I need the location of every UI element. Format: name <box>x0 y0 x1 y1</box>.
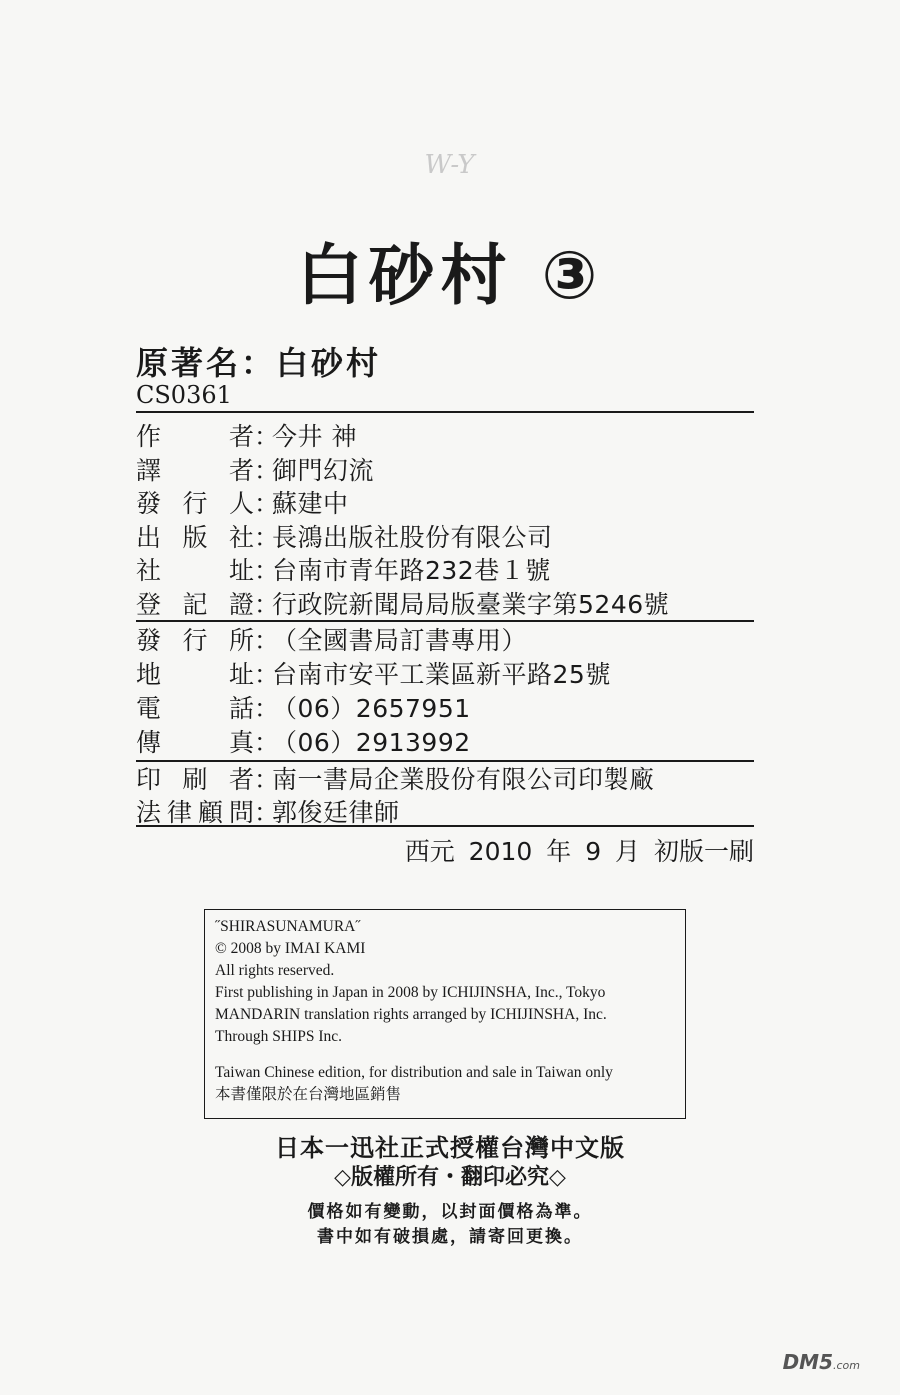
copyright-line: First publishing in Japan in 2008 by ICHIJINSHA, Inc., Tokyo <box>215 984 606 1001</box>
info-label <box>136 551 254 587</box>
info-value: 長鴻出版社股份有限公司 <box>272 522 553 552</box>
info-value: 郭俊廷律師 <box>272 798 400 827</box>
authorization-notice: 日本一迅社正式授權台灣中文版 <box>275 1134 625 1162</box>
label-char: 社 <box>136 556 162 585</box>
info-label <box>136 518 254 554</box>
copyright-line: 本書僅限於在台灣地區銷售 <box>215 1086 402 1103</box>
copyright-line: ˝SHIRASUNAMURA˝ <box>215 918 361 935</box>
info-value: 南一書局企業股份有限公司印製廠 <box>272 765 655 794</box>
info-row: 地 址 ： 台南市安平工業區新平路25號 <box>136 656 611 690</box>
copyright-line: Through SHIPS Inc. <box>215 1028 343 1045</box>
info-label <box>136 484 254 520</box>
info-value: 行政院新聞局局版臺業字第5246號 <box>272 589 670 619</box>
copyright-line: © 2008 by IMAI KAMI <box>215 940 366 957</box>
watermark-top: W-Y <box>424 150 476 180</box>
label-char: 發 <box>136 626 162 655</box>
label-char: 律 <box>166 798 192 827</box>
catalog-code: CS0361 <box>136 381 232 409</box>
label-char: 登 <box>136 589 162 619</box>
label-char: 顧 <box>197 798 223 827</box>
info-value: 蘇建中 <box>272 489 349 518</box>
label-char: 人 <box>228 489 254 518</box>
info-row: 發 行 所 ： （全國書局訂書專用） <box>136 622 527 656</box>
info-row: 電 話 ： （06）2657951 <box>136 690 471 724</box>
info-label <box>136 793 254 829</box>
info-value: 台南市安平工業區新平路25號 <box>272 660 611 689</box>
site-logo: DM5.com <box>782 1350 860 1374</box>
print-date: 西元 2010 年 9 月 初版一刷 <box>404 837 754 866</box>
label-char: 者 <box>228 765 254 794</box>
label-char: 者 <box>228 455 254 485</box>
label-char: 刷 <box>182 765 208 794</box>
copyright-box <box>204 909 686 1119</box>
info-label <box>136 723 254 759</box>
label-char: 電 <box>136 694 162 723</box>
info-value: 今井 神 <box>272 422 357 451</box>
label-char: 者 <box>228 422 254 451</box>
label-char: 社 <box>228 522 254 552</box>
label-char: 址 <box>228 556 254 585</box>
divider <box>136 825 754 827</box>
label-char: 版 <box>182 522 208 552</box>
info-row: 印 刷 者 ： 南一書局企業股份有限公司印製廠 <box>136 761 655 795</box>
copyright-line: All rights reserved. <box>215 962 335 979</box>
info-value: 台南市青年路232巷１號 <box>272 556 551 585</box>
label-char: 地 <box>136 660 162 689</box>
label-char: 話 <box>228 694 254 723</box>
info-value: 御門幻流 <box>272 455 375 485</box>
rights-notice: ◇版權所有・翻印必究◇ <box>334 1165 566 1190</box>
info-label <box>136 451 254 487</box>
label-char: 發 <box>136 489 162 518</box>
label-char: 行 <box>182 489 208 518</box>
label-char: 法 <box>136 798 162 827</box>
info-row: 作 者 ： 今井 神 <box>136 418 357 452</box>
info-label <box>136 655 254 691</box>
label-char: 譯 <box>136 455 162 485</box>
label-char: 問 <box>228 798 254 827</box>
copyright-line: MANDARIN translation rights arranged by ICHIJINSHA, Inc. <box>215 1006 607 1023</box>
label-char: 證 <box>228 589 254 619</box>
label-char: 傳 <box>136 728 162 757</box>
label-char: 址 <box>228 660 254 689</box>
info-label <box>136 760 254 796</box>
info-value: （全國書局訂書專用） <box>272 626 528 655</box>
info-label <box>136 621 254 657</box>
info-row: 傳 真 ： （06）2913992 <box>136 724 471 758</box>
info-row: 發 行 人 ： 蘇建中 <box>136 485 349 519</box>
info-row: 出 版 社 ： 長鴻出版社股份有限公司 <box>136 519 553 553</box>
label-char: 印 <box>136 765 162 794</box>
book-title: 白砂村 ③ <box>296 237 604 314</box>
info-value: （06）2657951 <box>272 694 471 723</box>
original-title: 原著名：白砂村 <box>136 344 382 382</box>
info-row: 登 記 證 ： 行政院新聞局局版臺業字第5246號 <box>136 586 669 620</box>
info-row: 譯 者 ： 御門幻流 <box>136 452 374 486</box>
copyright-line: Taiwan Chinese edition, for distribution and sale in Taiwan only <box>215 1064 613 1081</box>
price-note: 價格如有變動，以封面價格為準。 <box>307 1202 593 1222</box>
label-char: 出 <box>136 522 162 552</box>
info-value: （06）2913992 <box>272 728 471 757</box>
label-char: 行 <box>182 626 208 655</box>
divider <box>136 411 754 413</box>
info-label <box>136 417 254 453</box>
label-char: 真 <box>228 728 254 757</box>
label-char: 記 <box>182 589 208 619</box>
info-row: 法 律 顧 問 ： 郭俊廷律師 <box>136 794 400 828</box>
info-label <box>136 689 254 725</box>
label-char: 所 <box>228 626 254 655</box>
label-char: 作 <box>136 422 162 451</box>
info-row: 社 址 ： 台南市青年路232巷１號 <box>136 552 551 586</box>
damage-note: 書中如有破損處，請寄回更換。 <box>317 1227 583 1247</box>
info-label <box>136 585 254 621</box>
